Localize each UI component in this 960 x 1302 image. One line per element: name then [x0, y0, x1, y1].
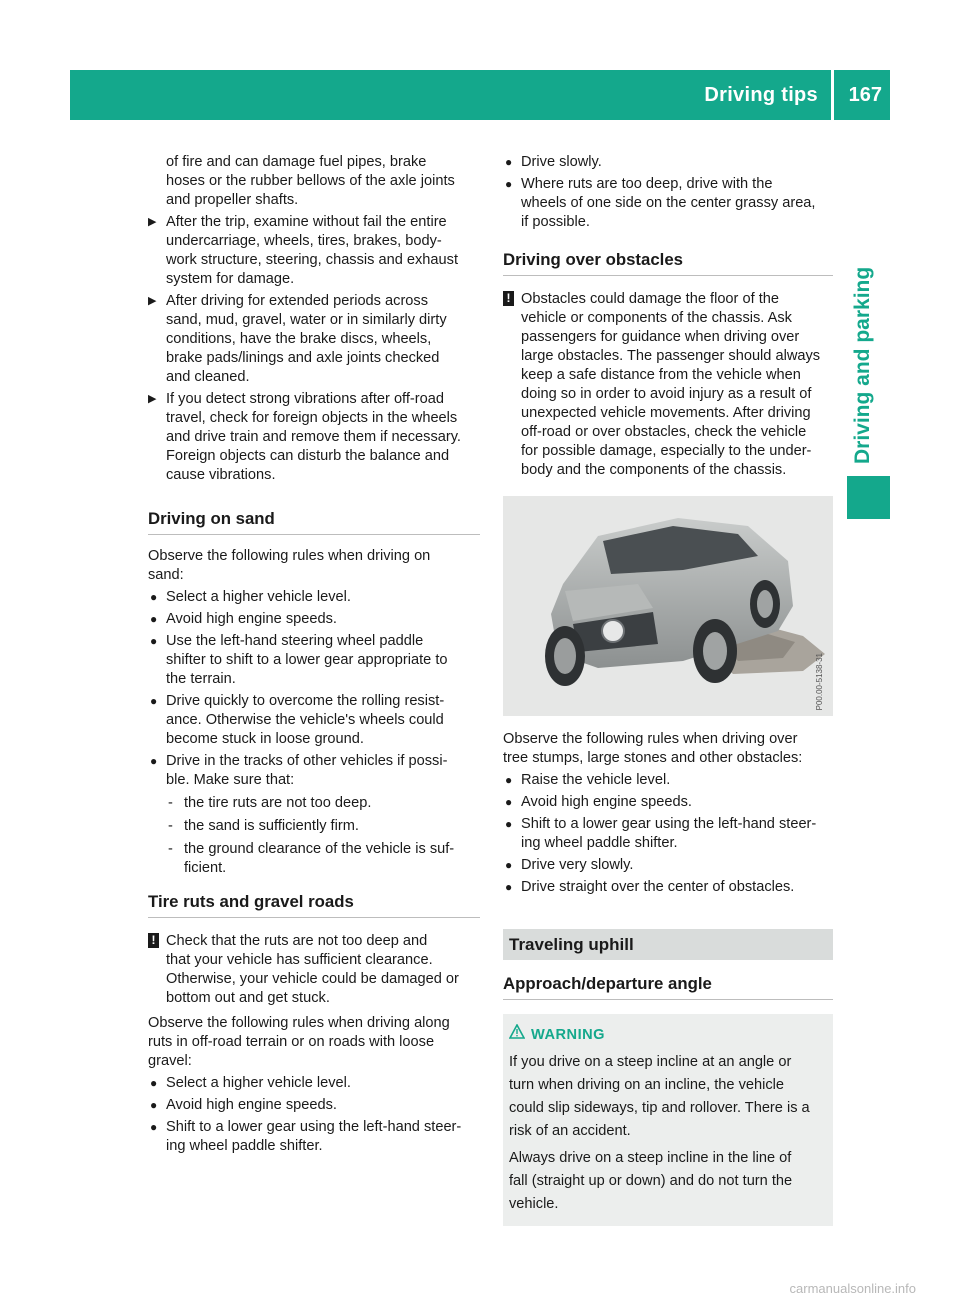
ruts-intro — [148, 1014, 480, 1071]
page-number: 167 — [848, 84, 882, 106]
obstacles-caution-note — [503, 290, 833, 480]
arrow-icon: ▶ — [148, 216, 157, 228]
text-line: doing so in order to avoid injury as a result of — [521, 386, 812, 402]
ruts-caution-note — [148, 932, 480, 1008]
sand-bullet — [148, 692, 480, 749]
obstacle-bullet — [503, 815, 833, 853]
text-line: and propeller shafts. — [166, 192, 299, 208]
text-line: fall (straight up or down) and do not turn the — [509, 1173, 793, 1189]
text-line: Where ruts are too deep, drive with the — [521, 176, 773, 192]
bullet-icon: ● — [150, 1098, 158, 1112]
obstacle-bullet — [503, 793, 833, 812]
text-line: Avoid high engine speeds. — [166, 1097, 337, 1113]
text-line: Select a higher vehicle level. — [166, 589, 351, 605]
photo-code: P00.00-5138-31 — [815, 652, 824, 710]
text-line: that your vehicle has sufficient clearance. — [166, 952, 433, 968]
ruts-bullet — [503, 175, 833, 232]
text-line: ance. Otherwise the vehicle's wheels could — [166, 712, 444, 728]
heading-traveling-uphill: Traveling uphill — [503, 929, 833, 960]
text-line: Raise the vehicle level. — [521, 772, 671, 788]
text-line: ble. Make sure that: — [166, 772, 295, 788]
text-line: conditions, have the brake discs, wheels, — [166, 331, 432, 347]
text-line: If you detect strong vibrations after off-road — [166, 391, 444, 407]
bullet-icon: ● — [505, 773, 513, 787]
arrow-icon: ▶ — [148, 393, 157, 405]
continued-text — [148, 153, 480, 210]
dash-icon: - — [168, 795, 173, 811]
right-column — [503, 153, 833, 1226]
text-line: the terrain. — [166, 671, 236, 687]
text-line: hoses or the rubber bellows of the axle joints — [166, 173, 455, 189]
text-line: Drive straight over the center of obstacles. — [521, 879, 795, 895]
obstacle-bullet — [503, 856, 833, 875]
warning-title-text: WARNING — [531, 1027, 606, 1043]
heading-tire-ruts: Tire ruts and gravel roads — [148, 892, 480, 918]
text-line: Avoid high engine speeds. — [166, 611, 337, 627]
vehicle-over-obstacle-photo — [503, 496, 833, 716]
text-line: Observe the following rules when driving along — [148, 1015, 450, 1031]
bullet-icon: ● — [505, 795, 513, 809]
obstacle-bullet — [503, 771, 833, 790]
warning-box — [503, 1014, 833, 1226]
obstacle-bullet — [503, 878, 833, 897]
header-title: Driving tips — [704, 84, 818, 106]
text-line: could slip sideways, tip and rollover. There is a — [509, 1100, 810, 1116]
dash-icon: - — [168, 818, 173, 834]
side-tab-block — [847, 476, 890, 519]
instruction-after-sand — [148, 292, 480, 387]
text-line: become stuck in loose ground. — [166, 731, 364, 747]
text-line: for possible damage, especially to the under- — [521, 443, 812, 459]
text-line: If you drive on a steep incline at an angle or — [509, 1054, 792, 1070]
text-line: large obstacles. The passenger should always — [521, 348, 821, 364]
bullet-icon: ● — [150, 694, 158, 708]
text-line: risk of an accident. — [509, 1123, 631, 1139]
text-line: sand: — [148, 567, 184, 583]
bullet-icon: ● — [505, 880, 513, 894]
text-line: ing wheel paddle shifter. — [166, 1138, 323, 1154]
text-line: if possible. — [521, 214, 590, 230]
text-line: Use the left-hand steering wheel paddle — [166, 633, 424, 649]
text-line: the ground clearance of the vehicle is suf- — [184, 841, 455, 857]
text-line: Shift to a lower gear using the left-hand steer- — [521, 816, 817, 832]
text-line: Drive in the tracks of other vehicles if possi- — [166, 753, 448, 769]
sand-check-item — [148, 794, 480, 813]
bullet-icon: ● — [150, 634, 158, 648]
text-line: Otherwise, your vehicle could be damaged or — [166, 971, 459, 987]
bullet-icon: ● — [150, 1076, 158, 1090]
text-line: the tire ruts are not too deep. — [184, 795, 372, 811]
ruts-bullet — [148, 1074, 480, 1093]
dash-icon: - — [168, 841, 173, 857]
text-line: ing wheel paddle shifter. — [521, 835, 678, 851]
text-line: Select a higher vehicle level. — [166, 1075, 351, 1091]
text-line: undercarriage, wheels, tires, brakes, body- — [166, 233, 442, 249]
heading-driving-on-sand: Driving on sand — [148, 509, 480, 535]
text-line: keep a safe distance from the vehicle when — [521, 367, 801, 383]
text-line: off-road or over obstacles, check the vehicle — [521, 424, 807, 440]
exclamation-icon: ! — [148, 933, 159, 948]
side-section-label — [845, 254, 881, 464]
text-line: Always drive on a steep incline in the line of — [509, 1150, 792, 1166]
sand-intro — [148, 547, 480, 585]
instruction-after-trip — [148, 213, 480, 289]
arrow-icon: ▶ — [148, 295, 157, 307]
text-line: system for damage. — [166, 271, 295, 287]
text-line: and cleaned. — [166, 369, 250, 385]
text-line: unexpected vehicle movements. After driving — [521, 405, 811, 421]
ruts-bullet — [148, 1096, 480, 1115]
footer-watermark: carmanualsonline.info — [789, 1281, 916, 1296]
text-line: brake pads/linings and axle joints checked — [166, 350, 440, 366]
heading-approach-departure-angle: Approach/departure angle — [503, 974, 833, 1000]
text-line: cause vibrations. — [166, 467, 276, 483]
bullet-icon: ● — [505, 155, 513, 169]
text-line: Observe the following rules when driving over — [503, 731, 798, 747]
bullet-icon: ● — [150, 754, 158, 768]
left-column — [148, 153, 480, 1156]
text-line: ruts in off-road terrain or on roads with loose — [148, 1034, 435, 1050]
warning-triangle-icon — [509, 1024, 525, 1039]
bullet-icon: ● — [150, 590, 158, 604]
text-line: Observe the following rules when driving on — [148, 548, 431, 564]
text-line: shifter to shift to a lower gear appropriate to — [166, 652, 448, 668]
text-line: body and the components of the chassis. — [521, 462, 787, 478]
warning-text — [509, 1051, 827, 1143]
text-line: bottom out and get stuck. — [166, 990, 330, 1006]
text-line: vehicle or components of the chassis. Ask — [521, 310, 792, 326]
bullet-icon: ● — [150, 1120, 158, 1134]
ruts-bullet — [148, 1118, 480, 1156]
text-line: After the trip, examine without fail the entire — [166, 214, 447, 230]
text-line: sand, mud, gravel, water or in similarly dirty — [166, 312, 447, 328]
exclamation-icon: ! — [503, 291, 514, 306]
text-line: gravel: — [148, 1053, 192, 1069]
sand-bullet — [148, 588, 480, 607]
text-line: Shift to a lower gear using the left-hand steer- — [166, 1119, 462, 1135]
text-line: passengers for guidance when driving over — [521, 329, 800, 345]
text-line: ficient. — [184, 860, 227, 876]
text-line: Avoid high engine speeds. — [521, 794, 692, 810]
header-bar — [70, 70, 890, 120]
text-line: Obstacles could damage the floor of the — [521, 291, 779, 307]
text-line: the sand is sufficiently firm. — [184, 818, 359, 834]
bullet-icon: ● — [150, 612, 158, 626]
text-line: turn when driving on an incline, the vehicle — [509, 1077, 785, 1093]
sand-bullet — [148, 610, 480, 629]
bullet-icon: ● — [505, 177, 513, 191]
bullet-icon: ● — [505, 858, 513, 872]
text-line: wheels of one side on the center grassy area, — [521, 195, 816, 211]
text-line: Drive very slowly. — [521, 857, 634, 873]
suv-on-rock-illustration — [503, 496, 833, 716]
bullet-icon: ● — [505, 817, 513, 831]
header-separator — [831, 70, 834, 120]
sand-bullet — [148, 752, 480, 790]
text-line: tree stumps, large stones and other obstacles: — [503, 750, 803, 766]
text-line: After driving for extended periods across — [166, 293, 429, 309]
text-line: Drive quickly to overcome the rolling resist- — [166, 693, 445, 709]
instruction-vibrations — [148, 390, 480, 485]
sand-bullet — [148, 632, 480, 689]
text-line: Check that the ruts are not too deep and — [166, 933, 428, 949]
text-line: Drive slowly. — [521, 154, 602, 170]
warning-text — [509, 1147, 827, 1216]
text-line: work structure, steering, chassis and exhaust — [166, 252, 459, 268]
obstacles-intro — [503, 730, 833, 768]
heading-driving-over-obstacles: Driving over obstacles — [503, 250, 833, 276]
sand-check-item — [148, 840, 480, 878]
sand-check-item — [148, 817, 480, 836]
text-line: and drive train and remove them if necessary. — [166, 429, 461, 445]
text-line: Foreign objects can disturb the balance and — [166, 448, 450, 464]
side-label-text: Driving and parking — [851, 266, 874, 464]
text-line: of fire and can damage fuel pipes, brake — [166, 154, 427, 170]
text-line: travel, check for foreign objects in the wheels — [166, 410, 458, 426]
text-line: vehicle. — [509, 1196, 559, 1212]
warning-title — [509, 1024, 827, 1047]
ruts-bullet — [503, 153, 833, 172]
